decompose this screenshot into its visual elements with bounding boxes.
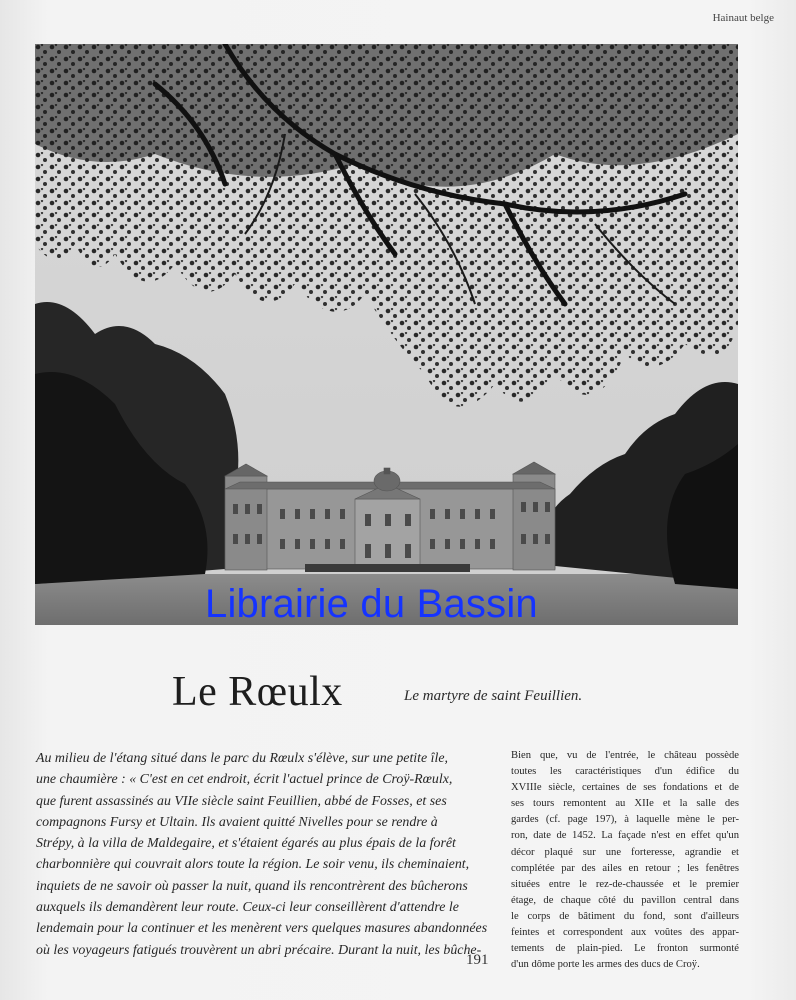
text-line: Strépy, à la villa de Maldegaire, et s'étaient égarés au plus épais de la forêt xyxy=(36,836,456,852)
text-line: compagnons Fursy et Ultain. Ils avaient quitté Nivelles pour se rendre à xyxy=(36,814,438,830)
text-line: une chaumière : « C'est en cet endroit, écrit l'actuel prince de Croÿ-Rœulx, xyxy=(36,772,453,788)
text-line: situées entre le rez-de-chaussée et le premier xyxy=(511,878,739,890)
text-line: d'un dôme porte les armes des ducs de Croÿ. xyxy=(511,959,700,971)
text-line: tements de plain-pied. Le fronton surmonté xyxy=(511,943,739,955)
running-head: Hainaut belge xyxy=(712,12,774,24)
text-line: charbonnière qui couvrait alors toute la région. Le soir venu, ils cheminaient, xyxy=(36,857,470,873)
chateau-photograph xyxy=(35,44,738,625)
article-title: Le Rœulx xyxy=(172,669,343,715)
text-line: complétée par des ailes en retour ; les fenêtres xyxy=(511,862,739,874)
right-column-text xyxy=(511,748,739,973)
text-line: ses tours remontent au XIIe et la salle des xyxy=(511,798,739,810)
text-line: décor plaqué sur une forteresse, agrandie et xyxy=(511,846,739,858)
text-line: inquiets de ne savoir où passer la nuit, quand ils rencontrèrent des bûcherons xyxy=(36,878,468,894)
text-line: gardes (cf. page 197), à laquelle mène le per- xyxy=(511,814,739,826)
text-line: toutes les caractéristiques d'un édifice du xyxy=(511,766,739,778)
text-line: feintes et correspondent aux voûtes des appar- xyxy=(511,927,739,939)
left-column-text xyxy=(36,748,487,961)
watermark: Librairie du Bassin xyxy=(205,582,538,626)
article-subtitle: Le martyre de saint Feuillien. xyxy=(404,688,583,704)
text-line: Au milieu de l'étang situé dans le parc du Rœulx s'élève, sur une petite île, xyxy=(36,751,449,766)
text-line: lendemain pour la continuer et les menèrent vers quelques masures abandonnées xyxy=(36,921,488,937)
text-line: le corps de bâtiment du fond, sont d'ailleurs xyxy=(511,910,739,922)
text-line: que furent assassinés au VIIe siècle saint Feuillien, abbé de Fosses, et ses xyxy=(36,793,447,809)
text-line: ron, date de 1452. La façade n'est en effet qu'un xyxy=(511,830,739,842)
text-line: étage, de chaque côté du pavillon central dans xyxy=(511,894,739,906)
text-line: Bien que, vu de l'entrée, le château possède xyxy=(511,750,739,761)
text-line: où les voyageurs fatigués trouvèrent un abri précaire. Durant la nuit, les bûche- xyxy=(36,942,482,958)
text-line: XVIIIe siècle, certaines de ses fondations et de xyxy=(511,782,739,794)
text-line: auxquels ils demandèrent leur route. Ceux-ci leur conseillèrent d'attendre le xyxy=(36,900,459,916)
page-number: 191 xyxy=(466,952,489,968)
